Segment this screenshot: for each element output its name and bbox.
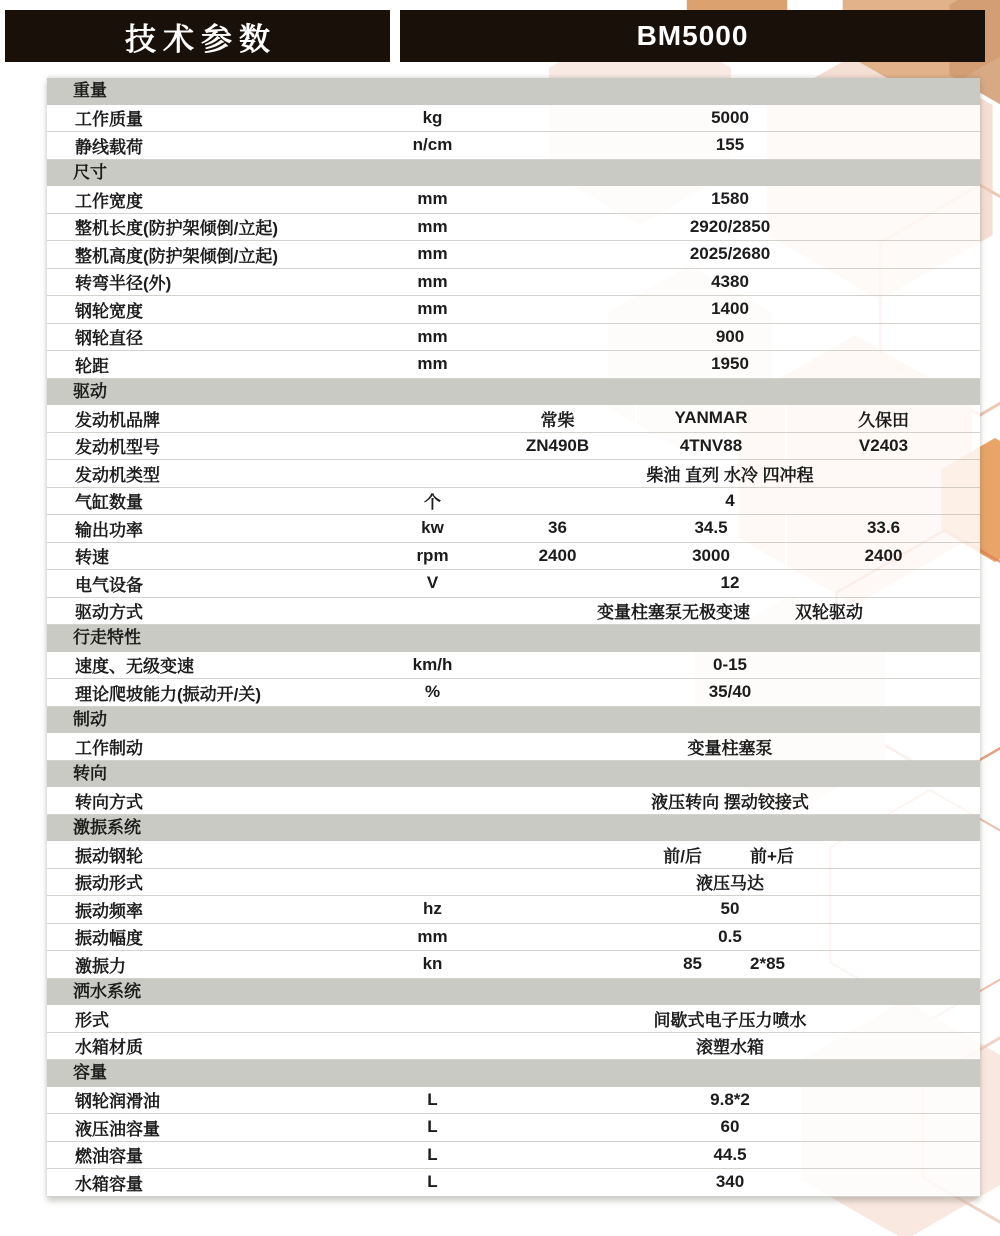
section-header: 转向	[47, 761, 980, 788]
spec-row	[47, 405, 980, 433]
spec-table	[47, 78, 980, 1197]
section-header: 尺寸	[47, 160, 980, 187]
spec-label: 振动幅度	[75, 929, 143, 949]
spec-row	[47, 1087, 980, 1115]
spec-row	[47, 105, 980, 133]
section-header: 制动	[47, 707, 980, 734]
spec-value: 1580	[711, 189, 749, 209]
spec-row	[47, 570, 980, 598]
spec-row	[47, 1142, 980, 1170]
spec-label: 轮距	[75, 356, 109, 376]
spec-label: 发动机品牌	[75, 410, 160, 430]
spec-unit: L	[385, 1142, 480, 1169]
spec-label: 气缸数量	[75, 493, 143, 513]
spec-value: 60	[720, 1117, 740, 1137]
spec-unit	[385, 598, 480, 625]
spec-subvalue: ZN490B	[525, 435, 590, 455]
spec-label: 水箱材质	[75, 1038, 143, 1058]
spec-row	[47, 543, 980, 571]
spec-value: 9.8*2	[710, 1089, 750, 1109]
spec-unit: rpm	[385, 543, 480, 570]
spec-unit	[385, 460, 480, 487]
spec-unit: mm	[385, 241, 480, 268]
spec-subvalue: 4TNV88	[635, 433, 785, 460]
spec-label: 驱动方式	[75, 603, 143, 623]
spec-row	[47, 869, 980, 897]
spec-unit	[385, 733, 480, 760]
spec-subvalue: 2400	[785, 543, 980, 570]
spec-label: 钢轮直径	[75, 329, 143, 349]
spec-unit	[385, 1005, 480, 1032]
spec-value: 4380	[711, 271, 749, 291]
spec-unit: L	[385, 1087, 480, 1114]
spec-subvalue: YANMAR	[635, 405, 785, 432]
spec-row	[47, 924, 980, 952]
spec-subvalue: 前/后	[480, 841, 730, 868]
spec-value: 间歇式电子压力喷水	[653, 1010, 807, 1030]
spec-unit	[385, 405, 480, 432]
spec-subvalue: 3000	[635, 543, 785, 570]
spec-label: 水箱容量	[75, 1174, 143, 1194]
spec-subvalue: 85	[480, 951, 730, 978]
spec-label: 电气设备	[75, 575, 143, 595]
spec-row	[47, 951, 980, 979]
spec-row	[47, 296, 980, 324]
spec-label: 振动形式	[75, 874, 143, 894]
spec-unit: kn	[385, 951, 480, 978]
spec-row	[47, 488, 980, 516]
spec-row	[47, 269, 980, 297]
section-header: 驱动	[47, 379, 980, 406]
spec-row	[47, 1033, 980, 1061]
spec-row	[47, 598, 980, 626]
spec-label: 振动频率	[75, 901, 143, 921]
spec-subvalue: 前+后	[750, 846, 794, 866]
spec-unit: mm	[385, 186, 480, 213]
spec-row	[47, 324, 980, 352]
spec-row	[47, 841, 980, 869]
spec-value: 滚塑水箱	[696, 1038, 764, 1058]
spec-unit: mm	[385, 269, 480, 296]
section-header: 洒水系统	[47, 979, 980, 1006]
spec-subvalue: 常柴	[540, 410, 575, 430]
spec-row	[47, 186, 980, 214]
spec-subvalue: 36	[548, 518, 567, 538]
spec-row	[47, 351, 980, 379]
spec-subvalue: 34.5	[635, 515, 785, 542]
model-title	[400, 10, 985, 62]
spec-row	[47, 1169, 980, 1197]
spec-label: 燃油容量	[75, 1147, 143, 1167]
spec-unit	[385, 869, 480, 896]
spec-label: 转向方式	[75, 792, 143, 812]
section-header: 容量	[47, 1060, 980, 1087]
spec-label: 发动机类型	[75, 465, 160, 485]
spec-unit: kg	[385, 105, 480, 132]
spec-label: 速度、无级变速	[75, 657, 194, 677]
spec-row	[47, 515, 980, 543]
spec-label: 整机高度(防护架倾倒/立起)	[75, 246, 279, 266]
spec-value: 0-15	[712, 654, 748, 674]
spec-value: 1400	[711, 299, 749, 319]
spec-value: 柴油 直列 水冷 四冲程	[646, 465, 814, 485]
spec-subvalue: 双轮驱动	[795, 603, 863, 623]
spec-value	[480, 543, 980, 570]
spec-unit	[385, 1033, 480, 1060]
spec-unit: %	[385, 679, 480, 706]
spec-unit: hz	[385, 896, 480, 923]
spec-subvalue: 2*85	[750, 954, 785, 974]
spec-value: 155	[715, 135, 745, 155]
spec-unit: km/h	[385, 652, 480, 679]
spec-label: 工作质量	[75, 110, 143, 130]
spec-label: 激振力	[75, 956, 126, 976]
section-header: 行走特性	[47, 625, 980, 652]
spec-value: 340	[715, 1172, 745, 1192]
spec-label: 形式	[75, 1010, 109, 1030]
spec-subvalue: 2400	[538, 545, 577, 565]
page-title	[5, 10, 390, 62]
spec-label: 整机长度(防护架倾倒/立起)	[75, 219, 279, 239]
spec-value: 35/40	[708, 682, 752, 702]
spec-subvalue: V2403	[785, 433, 980, 460]
section-header: 激振系统	[47, 815, 980, 842]
spec-unit: L	[385, 1169, 480, 1196]
spec-value: 液压转向 摆动铰接式	[651, 792, 809, 812]
spec-unit: mm	[385, 924, 480, 951]
spec-label: 静线载荷	[75, 137, 143, 157]
spec-value	[480, 433, 980, 460]
spec-value	[480, 841, 980, 868]
section-header: 重量	[47, 78, 980, 105]
spec-row	[47, 787, 980, 815]
spec-unit: L	[385, 1114, 480, 1141]
spec-label: 液压油容量	[75, 1119, 160, 1139]
spec-value: 0.5	[718, 926, 742, 946]
spec-row	[47, 1114, 980, 1142]
spec-value: 44.5	[713, 1144, 747, 1164]
spec-row	[47, 214, 980, 242]
spec-subvalue: 变量柱塞泵无极变速	[597, 603, 750, 623]
spec-label: 理论爬坡能力(振动开/关)	[75, 684, 262, 704]
spec-label: 输出功率	[75, 520, 143, 540]
spec-row	[47, 733, 980, 761]
spec-unit: n/cm	[385, 132, 480, 159]
spec-value: 900	[715, 326, 745, 346]
spec-value	[480, 405, 980, 432]
spec-label: 钢轮宽度	[75, 301, 143, 321]
spec-label: 转弯半径(外)	[75, 274, 172, 294]
spec-label: 工作制动	[75, 738, 143, 758]
spec-row	[47, 132, 980, 160]
spec-unit: 个	[385, 488, 480, 515]
spec-unit	[385, 787, 480, 814]
spec-value: 50	[720, 899, 740, 919]
spec-value	[480, 951, 980, 978]
spec-row	[47, 241, 980, 269]
spec-row	[47, 1005, 980, 1033]
spec-label: 转速	[75, 548, 109, 568]
spec-value	[480, 598, 980, 625]
spec-subvalue: 久保田	[785, 405, 980, 432]
spec-row	[47, 679, 980, 707]
spec-value: 液压马达	[696, 874, 764, 894]
spec-row	[47, 652, 980, 680]
spec-value: 5000	[711, 107, 749, 127]
spec-label: 振动钢轮	[75, 846, 143, 866]
spec-unit: mm	[385, 351, 480, 378]
page-title-text: 技术参数	[125, 21, 277, 57]
spec-label: 发动机型号	[75, 438, 160, 458]
spec-unit	[385, 841, 480, 868]
spec-label: 钢轮润滑油	[75, 1092, 160, 1112]
spec-value: 2920/2850	[689, 216, 771, 236]
spec-value: 2025/2680	[689, 244, 771, 264]
spec-value: 变量柱塞泵	[687, 738, 773, 758]
spec-row	[47, 896, 980, 924]
spec-unit: mm	[385, 324, 480, 351]
spec-value: 12	[720, 573, 740, 593]
model-title-text: BM5000	[636, 20, 749, 51]
spec-unit	[385, 433, 480, 460]
spec-unit: mm	[385, 296, 480, 323]
spec-unit: kw	[385, 515, 480, 542]
spec-label: 工作宽度	[75, 191, 143, 211]
spec-unit: V	[385, 570, 480, 597]
spec-value	[480, 515, 980, 542]
spec-unit: mm	[385, 214, 480, 241]
spec-value: 4	[725, 490, 735, 510]
spec-row	[47, 433, 980, 461]
spec-subvalue: 33.6	[785, 515, 980, 542]
spec-value: 1950	[711, 354, 749, 374]
spec-row	[47, 460, 980, 488]
